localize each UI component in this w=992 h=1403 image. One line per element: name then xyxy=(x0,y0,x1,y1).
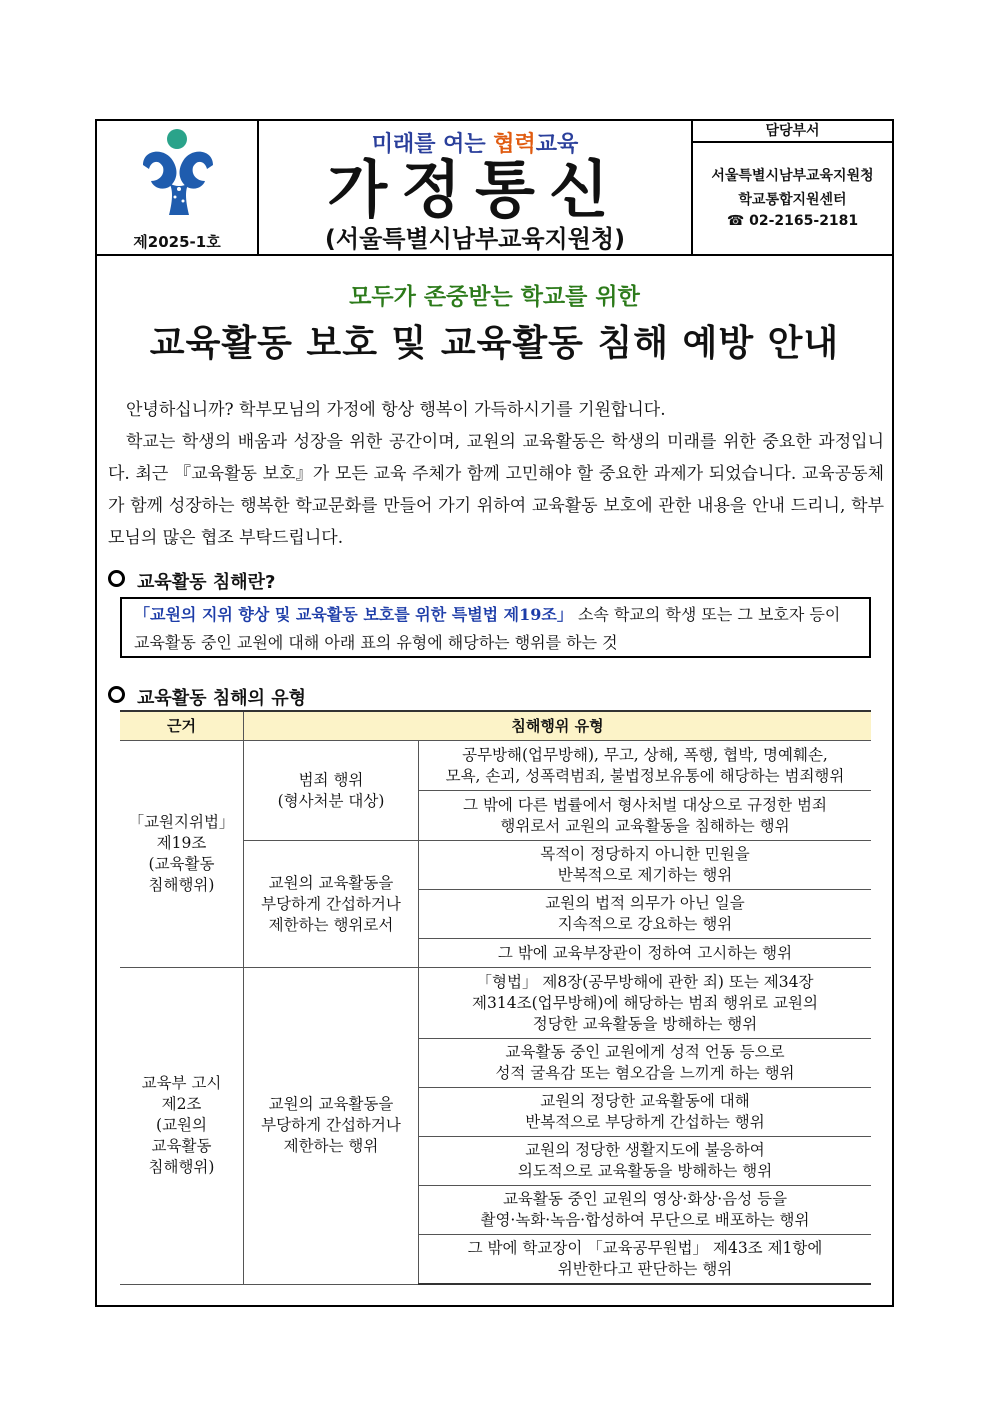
type-cell: 교육활동 중인 교원의 영상·화상·음성 등을 촬영·녹화·녹음·합성하여 무단으로 배포하는 행위 xyxy=(419,1186,872,1235)
section-heading-definition xyxy=(108,568,275,594)
type-cell: 「형법」 제8장(공무방해에 관한 죄) 또는 제34장 제314조(업무방해)에 해당하는 범죄 행위로 교원의 정당한 교육활동을 방해하는 행위 xyxy=(419,968,872,1039)
definition-text: 소속 학교의 학생 또는 그 보호자 등이 교육활동 중인 교원에 대해 아래 표의 유형에 해당하는 행위를 하는 것 xyxy=(134,605,841,652)
department-cell xyxy=(693,121,892,254)
type-cell: 교원의 법적 의무가 아닌 일을 지속적으로 강요하는 행위 xyxy=(419,890,872,939)
type-cell: 교원의 정당한 생활지도에 불응하여 의도적으로 교육활동을 방해하는 행위 xyxy=(419,1137,872,1186)
greeting-paragraph: 안녕하십니까? 학부모님의 가정에 항상 행복이 가득하시기를 기원합니다. xyxy=(126,400,666,420)
issue-number: 제2025-1호 xyxy=(133,233,221,251)
table-header-row xyxy=(120,711,871,741)
body-paragraph: 학교는 학생의 배움과 성장을 위한 공간이며, 교원의 교육활동은 학생의 미래를 위한 중요한 과정입니다. 최근 『교육활동 보호』가 모든 교육 주체가 함께 고민해야 할 중요한 과제가 되었습니다. 교육공동체가 함께 성장하는 행복한 학교문화를 만들어 가기 위하여 교육활동 보호에 관한 내용을 안내 드리니, 학부모님의 많은 협조 부탁드립니다. xyxy=(108,432,884,548)
department-org: 서울특별시남부교육지원청 xyxy=(711,168,874,184)
circle-bullet-icon xyxy=(108,570,125,587)
definition-box xyxy=(120,597,871,658)
circle-bullet-icon xyxy=(108,686,125,703)
slogan-part: 미래를 여는 xyxy=(371,132,494,157)
issuing-org: (서울특별시남부교육지원청) xyxy=(324,225,626,253)
col-header-basis: 근거 xyxy=(120,711,244,741)
section-heading-text: 교육활동 침해의 유형 xyxy=(137,688,307,709)
department-label: 담당부서 xyxy=(693,121,892,143)
slogan-part: 교육 xyxy=(535,132,579,157)
type-cell: 그 밖에 다른 법률에서 형사처벌 대상으로 규정한 범죄 행위로서 교원의 교육활동을 침해하는 행위 xyxy=(419,791,872,841)
document-title: 교육활동 보호 및 교육활동 침해 예방 안내 xyxy=(149,323,840,364)
table-row xyxy=(120,741,871,791)
type-cell: 그 밖에 학교장이 「교육공무원법」 제43조 제1항에 위반한다고 판단하는 행위 xyxy=(419,1235,872,1285)
category-cell: 교원의 교육활동을 부당하게 간섭하거나 제한하는 행위로서 xyxy=(244,841,419,968)
basis-cell: 「교원지위법」 제19조 (교육활동 침해행위) xyxy=(120,741,244,968)
category-cell: 범죄 행위 (형사처분 대상) xyxy=(244,741,419,841)
table-row xyxy=(120,968,871,1039)
type-cell: 그 밖에 교육부장관이 정하여 고시하는 행위 xyxy=(419,939,872,968)
basis-cell: 교육부 고시 제2조 (교원의 교육활동 침해행위) xyxy=(120,968,244,1285)
newsletter-title: 가정통신 xyxy=(327,153,623,226)
department-phone: ☎ 02-2165-2181 xyxy=(726,213,859,229)
infringement-types-table xyxy=(120,710,871,1285)
title-cell xyxy=(259,121,693,254)
category-cell: 교원의 교육활동을 부당하게 간섭하거나 제한하는 행위 xyxy=(244,968,419,1285)
law-reference: 「교원의 지위 향상 및 교육활동 보호를 위한 특별법 제19조」 xyxy=(134,605,573,624)
col-header-type: 침해행위 유형 xyxy=(244,711,872,741)
type-cell: 교육활동 중인 교원에게 성적 언동 등으로 성적 굴욕감 또는 혐오감을 느끼게 하는 행위 xyxy=(419,1039,872,1088)
type-cell: 교원의 정당한 교육활동에 대해 반복적으로 부당하게 간섭하는 행위 xyxy=(419,1088,872,1137)
document-subtitle: 모두가 존중받는 학교를 위한 xyxy=(349,284,640,310)
slogan-highlight: 협력 xyxy=(493,132,536,157)
seoul-education-logo-icon xyxy=(129,125,229,225)
type-cell: 공무방해(업무방해), 무고, 상해, 폭행, 협박, 명예훼손, 모욕, 손괴, 성폭력범죄, 불법정보유통에 해당하는 범죄행위 xyxy=(419,741,872,791)
department-center: 학교통합지원센터 xyxy=(738,192,847,208)
header-box xyxy=(97,121,892,256)
section-heading-text: 교육활동 침해란? xyxy=(137,572,276,593)
section-heading-types xyxy=(108,684,306,710)
type-cell: 목적이 정당하지 아니한 민원을 반복적으로 제기하는 행위 xyxy=(419,841,872,890)
logo-cell xyxy=(97,121,259,254)
